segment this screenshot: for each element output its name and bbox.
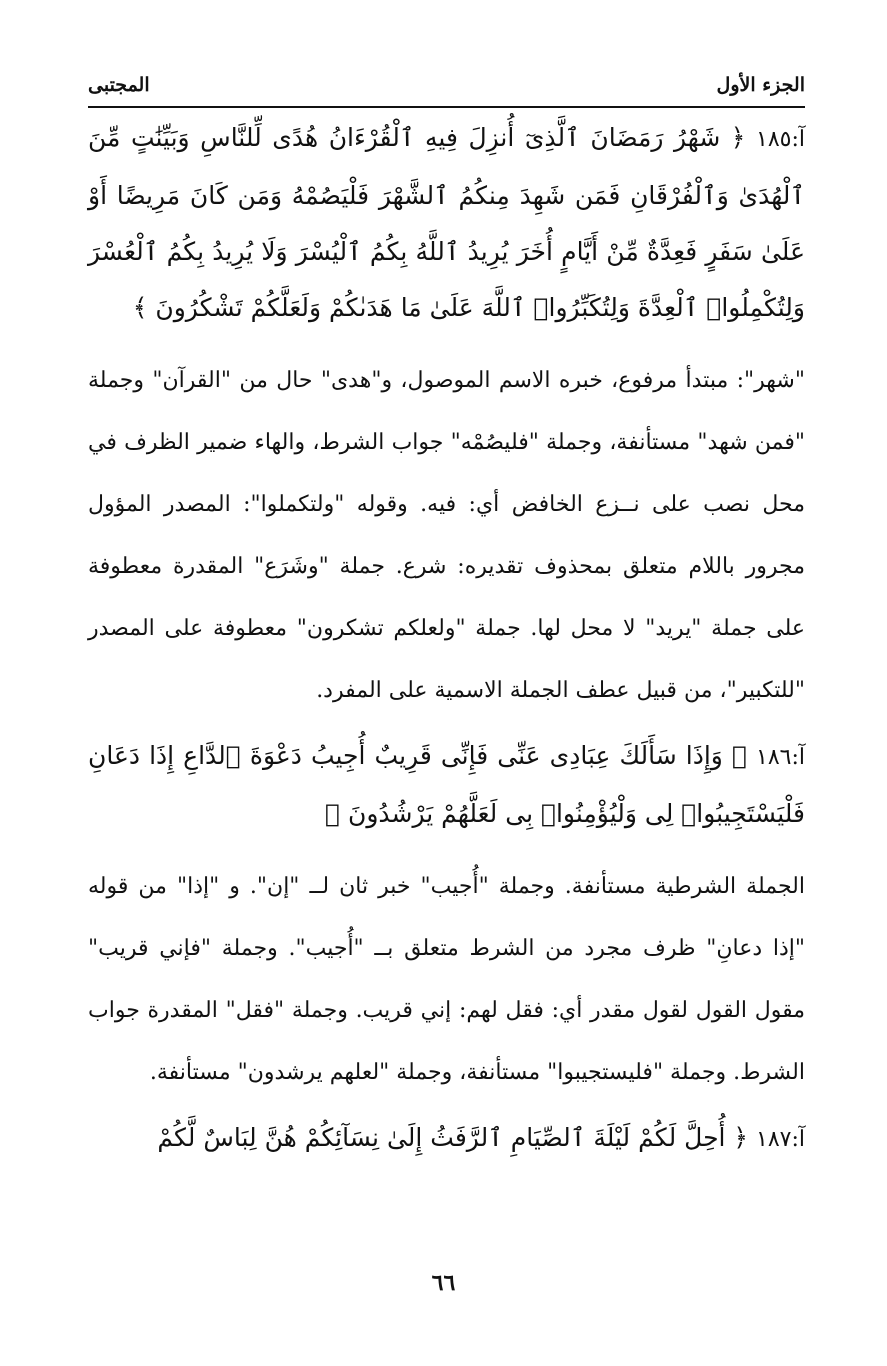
verse-block-185 xyxy=(88,110,805,336)
page-header xyxy=(88,70,805,108)
book-title: المجتبى xyxy=(88,74,150,96)
verse-block-187 xyxy=(88,1110,805,1168)
verse-number: آ:١٨٧ xyxy=(756,1127,805,1152)
verse-block-186 xyxy=(88,728,805,842)
commentary-paragraph: "شهر": مبتدأ مرفوع، خبره الاسم الموصول، و"هدى" حال من "القرآن" وجملة "فمن شهد" مستأنفة، وجملة "فليصُمْه" جواب الشرط، والهاء ضمير الظرف في محل نصب على نــزع الخافض أي: فيه. وقوله "ولتكملوا": المصدر المؤول مجرور باللام متعلق بمحذوف تقديره: شرع. جملة "وشَرَع" المقدرة معطوفة على جملة "يريد" لا محل لها. جملة "ولعلكم تشكرون" معطوفة على المصدر "للتكبير"، من قبيل عطف الجملة الاسمية على المفرد. xyxy=(88,368,805,703)
verse-number: آ:١٨٦ xyxy=(756,745,806,770)
quran-verse xyxy=(88,1110,805,1168)
book-part-label: الجزء الأول xyxy=(716,74,805,96)
commentary-paragraph: الجملة الشرطية مستأنفة. وجملة "أُجيب" خبر ثان لــ "إن". و "إذا" من قوله "إذا دعانِ" ظرف مجرد من الشرط متعلق بــ "أُجيب". وجملة "فإني قريب" مقول القول لقول مقدر أي: فقل لهم: إني قريب. وجملة "فقل" المقدرة جواب الشرط. وجملة "فليستجيبوا" مستأنفة، وجملة "لعلهم يرشدون" مستأنفة. xyxy=(88,874,806,1085)
quran-verse xyxy=(88,728,805,842)
page-content xyxy=(88,110,805,1182)
verse-text: ﴿ شَهْرُ رَمَضَانَ ٱلَّذِىٓ أُنزِلَ فِيهِ ٱلْقُرْءَانُ هُدًى لِّلنَّاسِ وَبَيِّنَٰتٍ مِّنَ ٱلْهُدَىٰ وَٱلْفُرْقَانِ فَمَن شَهِدَ مِنكُمُ ٱلشَّهْرَ فَلْيَصُمْهُ وَمَن كَانَ مَرِيضًا أَوْ عَلَىٰ سَفَرٍ فَعِدَّةٌ مِّنْ أَيَّامٍ أُخَرَ يُرِيدُ ٱللَّهُ بِكُمُ ٱلْيُسْرَ وَلَا يُرِيدُ بِكُمُ ٱلْعُسْرَ وَلِتُكْمِلُوا۟ ٱلْعِدَّةَ وَلِتُكَبِّرُوا۟ ٱللَّهَ عَلَىٰ مَا هَدَىٰكُمْ وَلَعَلَّكُمْ تَشْكُرُونَ ﴾ xyxy=(88,123,805,322)
verse-number: آ:١٨٥ xyxy=(756,127,805,152)
page-number: ٦٦ xyxy=(431,1270,456,1296)
verse-text: ﴿ أُحِلَّ لَكُمْ لَيْلَةَ ٱلصِّيَامِ ٱلرَّفَثُ إِلَىٰ نِسَآئِكُمْ هُنَّ لِبَاسٌ لَّكُمْ xyxy=(157,1123,749,1152)
verse-text: ﴿ وَإِذَا سَأَلَكَ عِبَادِى عَنِّى فَإِنِّى قَرِيبٌ أُجِيبُ دَعْوَةَ ٱلدَّاعِ إِذَا دَعَانِ فَلْيَسْتَجِيبُوا۟ لِى وَلْيُؤْمِنُوا۟ بِى لَعَلَّهُمْ يَرْشُدُونَ ﴾ xyxy=(88,741,805,828)
quran-verse xyxy=(88,110,805,336)
